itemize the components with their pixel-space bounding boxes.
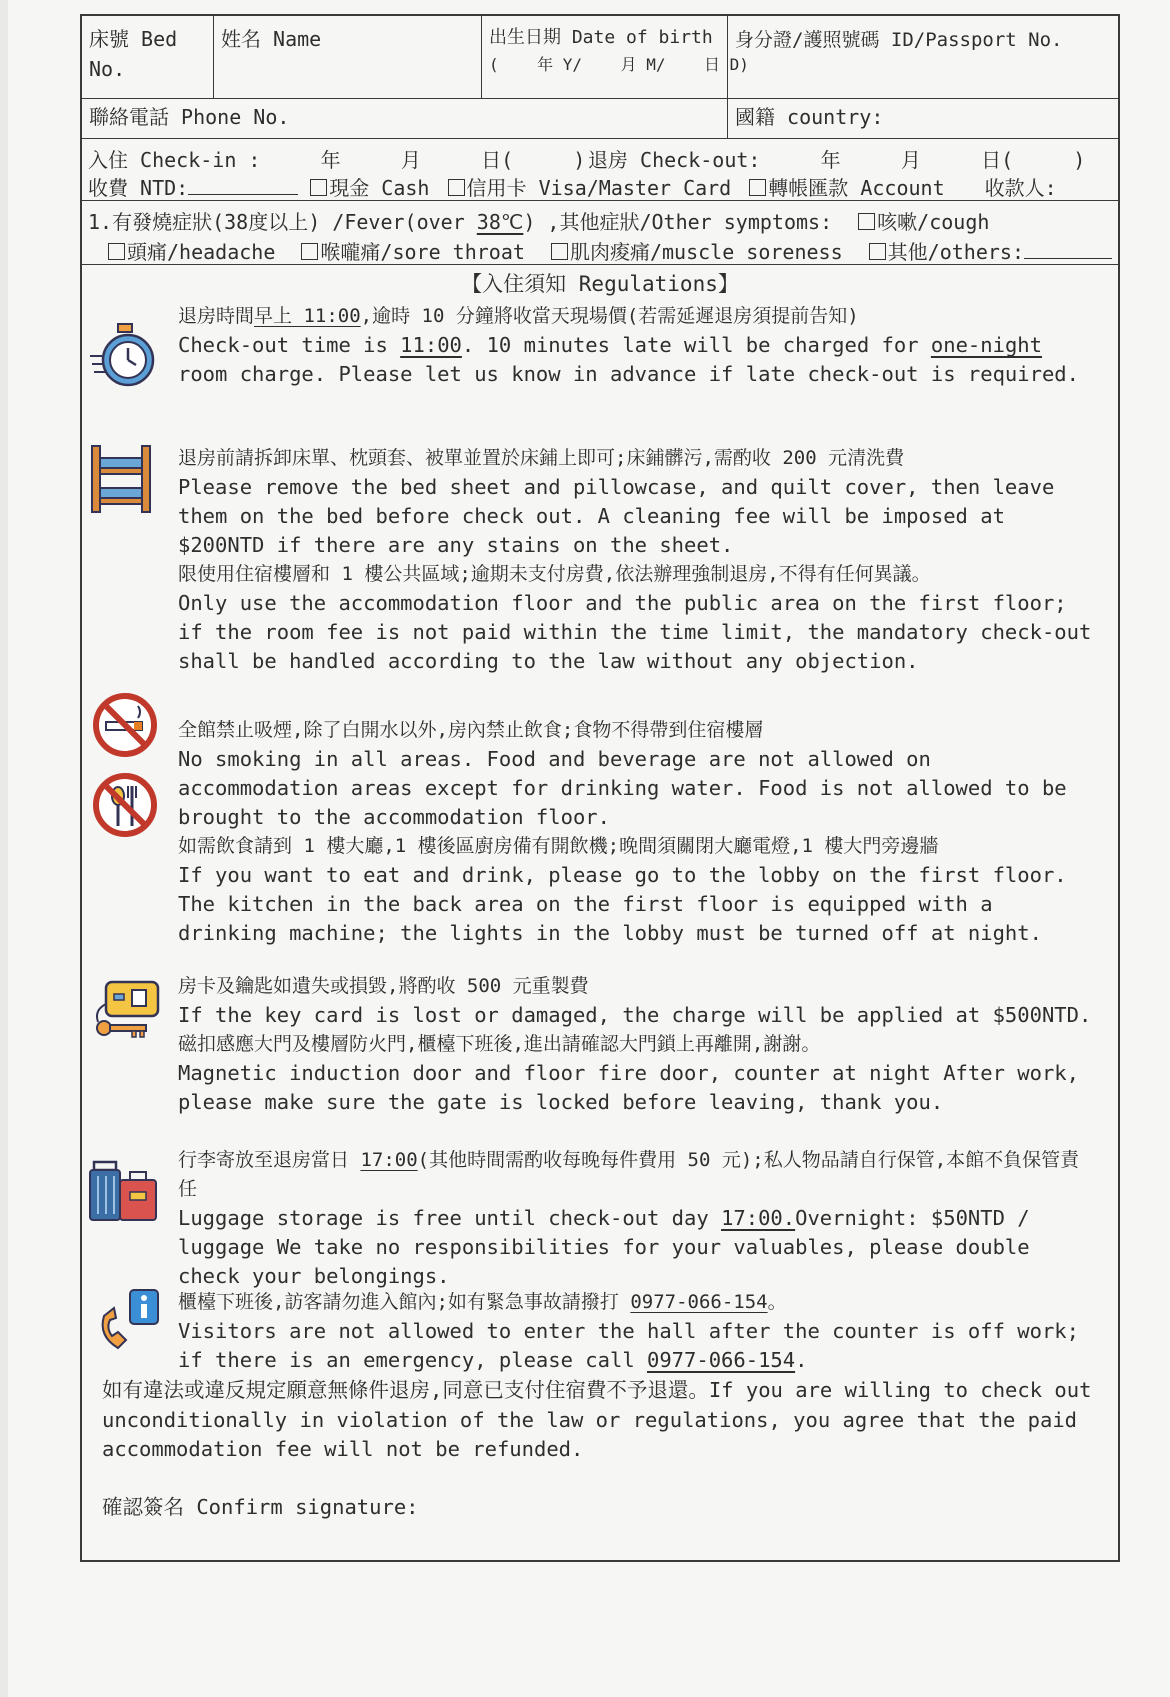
- section-emergency: [178, 1288, 1098, 1375]
- s2-zh2: 限使用住宿樓層和 1 樓公共區域;逾期未支付房費,依法辦理強制退房,不得有任何異議。: [178, 563, 931, 585]
- muscle-checkbox[interactable]: [551, 243, 568, 260]
- symptom-options-line: [108, 236, 1112, 265]
- registration-form: [80, 14, 1120, 1562]
- s4-zh1: 房卡及鑰匙如遺失或損毀,將酌收 500 元重製費: [178, 975, 589, 997]
- s2-en2: Only use the accommodation floor and the public area on the first floor; if the room fee is not paid within the time limit, the mandatory check-out shall be handled according to the law without any objection.: [178, 591, 1092, 673]
- header-row: [82, 16, 1118, 99]
- s6-en-a: Visitors are not allowed to enter the hall after the counter is off work; if there is an emergency, please call: [178, 1319, 1079, 1372]
- s2-zh1: 退房前請拆卸床單、枕頭套、被單並置於床鋪上即可;床鋪髒污,需酌收 200 元清洗費: [178, 447, 905, 469]
- s3-en1: No smoking in all areas. Food and beverage are not allowed on accommodation areas except for drinking water. Food is not allowed to be brought to the accommodation floor.: [178, 747, 1067, 829]
- s4-en1: If the key card is lost or damaged, the charge will be applied at $500NTD.: [178, 1003, 1092, 1027]
- key-card-icon: [92, 978, 162, 1044]
- section-key-card: [178, 972, 1098, 1117]
- stay-row: [82, 138, 1118, 201]
- contact-row: [82, 98, 1118, 139]
- s1-en-night: one-night: [930, 333, 1042, 357]
- s6-zh-phone: 0977-066-154: [630, 1291, 768, 1313]
- s6-en-b: .: [795, 1348, 808, 1372]
- stopwatch-icon: [88, 320, 160, 392]
- throat-label: 喉嚨痛/sore throat: [320, 240, 525, 264]
- dob-field[interactable]: [482, 16, 749, 98]
- s1-zh-time: 早上 11:00: [254, 305, 361, 327]
- s1-en-time: 11:00: [400, 333, 462, 357]
- signature-label[interactable]: 確認簽名 Confirm signature:: [102, 1494, 419, 1519]
- luggage-icon: [88, 1154, 160, 1226]
- s1-zh-pre: 退房時間: [178, 305, 255, 327]
- phone-field[interactable]: [82, 98, 728, 138]
- bunk-bed-icon: [88, 444, 154, 514]
- checkout-label[interactable]: 退房 Check-out: 年 月 日( ): [588, 148, 1086, 172]
- s1-en-a: Check-out time is: [178, 333, 401, 357]
- s1-en-b: . 10 minutes late will be charged for: [461, 333, 931, 357]
- country-label: 國籍 country:: [735, 105, 884, 129]
- s3-en2: If you want to eat and drink, please go to the lobby on the first floor. The kitchen in the back area on the first floor is equipped with a drinking machine; the lights in the lobby must be turned off at night.: [178, 863, 1067, 945]
- payment-line: [88, 172, 1057, 201]
- checkin-label[interactable]: 入住 Check-in : 年 月 日( ): [88, 148, 586, 172]
- s3-zh2: 如需飲食請到 1 樓大廳,1 樓後區廚房備有開飲機;晚間須關閉大廳電燈,1 樓大門旁邊牆: [178, 835, 939, 857]
- s3-zh1: 全館禁止吸煙,除了白開水以外,房內禁止飲食;食物不得帶到住宿樓層: [178, 719, 764, 741]
- s5-en-a: Luggage storage is free until check-out day: [178, 1206, 722, 1230]
- s4-zh2: 磁扣感應大門及樓層防火門,櫃檯下班後,進出請確認大門鎖上再離開,謝謝。: [178, 1033, 821, 1055]
- no-smoking-icon: [92, 692, 158, 758]
- id-field[interactable]: [728, 16, 1118, 98]
- bed-no-label: 床號 Bed No.: [89, 27, 178, 81]
- throat-checkbox[interactable]: [301, 243, 318, 260]
- muscle-label: 肌肉痠痛/muscle soreness: [569, 240, 843, 264]
- footer: [102, 1376, 1092, 1522]
- id-label: 身分證/護照號碼 ID/Passport No.: [735, 29, 1063, 51]
- s5-zh-post: (其他時間需酌收每晚每件費用 50 元);私人物品請自行保管,本館不負保管責任: [178, 1149, 1080, 1200]
- s2-en1: Please remove the bed sheet and pillowcase, and quilt cover, then leave them on the bed before check out. A cleaning fee will be imposed at $200NTD if there are any stains on the sheet.: [178, 475, 1055, 557]
- transfer-checkbox[interactable]: [749, 179, 766, 196]
- paper-sheet: [8, 0, 1170, 1697]
- country-field[interactable]: [728, 98, 1118, 138]
- headache-checkbox[interactable]: [108, 243, 125, 260]
- section-bedding: [178, 444, 1098, 676]
- fee-blank[interactable]: [188, 194, 298, 195]
- cash-checkbox[interactable]: [310, 179, 327, 196]
- s5-zh-pre: 行李寄放至退房當日: [178, 1149, 361, 1171]
- symptom-row: [82, 200, 1118, 265]
- s5-zh-time: 17:00: [360, 1149, 418, 1171]
- s5-en-b: Overnight: $50NTD / luggage We take no responsibilities for your valuables, please double check your belongings.: [178, 1206, 1030, 1288]
- other-symptoms-label: ) ,其他症狀/Other symptoms:: [523, 210, 833, 234]
- fever-temp: 38℃: [476, 210, 524, 234]
- s5-en-time: 17:00.: [721, 1206, 796, 1230]
- regulations-title: 【入住須知 Regulations】: [461, 272, 739, 296]
- s6-zh-post: 。: [767, 1291, 787, 1313]
- s6-en-phone: 0977-066-154: [647, 1348, 796, 1372]
- s1-en-c: room charge. Please let us know in advance if late check-out is required.: [178, 362, 1079, 386]
- dob-format: ( 年 Y/ 月 M/ 日 D): [489, 55, 749, 74]
- s4-en2: Magnetic induction door and floor fire door, counter at night After work, please make sure the gate is locked before leaving, thank you.: [178, 1061, 1079, 1114]
- name-field[interactable]: [214, 16, 482, 98]
- section-checkout-time: [178, 302, 1098, 389]
- cough-checkbox[interactable]: [858, 213, 875, 230]
- card-label: 信用卡 Visa/Master Card: [466, 176, 732, 200]
- section-luggage: [178, 1146, 1098, 1291]
- others-blank[interactable]: [1024, 258, 1112, 259]
- headache-label: 頭痛/headache: [127, 240, 276, 264]
- s1-zh-post: ,逾時 10 分鐘將收當天現場價(若需延遲退房須提前告知): [360, 305, 859, 327]
- no-food-icon: [92, 772, 158, 838]
- fee-label: 收費 NTD:: [88, 176, 189, 200]
- phone-label: 聯絡電話 Phone No.: [89, 105, 290, 129]
- phone-info-icon: [92, 1286, 164, 1358]
- name-label: 姓名 Name: [221, 27, 322, 51]
- cash-label: 現金 Cash: [329, 176, 430, 200]
- fever-label: 1.有發燒症狀(38度以上) /Fever(over: [88, 210, 477, 234]
- cough-label: 咳嗽/cough: [877, 210, 990, 234]
- others-checkbox[interactable]: [869, 243, 886, 260]
- others-label: 其他/others:: [887, 240, 1024, 264]
- bed-no-field[interactable]: [82, 16, 214, 98]
- refund-notice: 如有違法或違反規定願意無條件退房,同意已支付住宿費不予退還。If you are willing to check out unconditionally in violation of the law or regulations, you agree that the paid accommodation fee will not be refunded.: [102, 1378, 1092, 1461]
- dob-label: 出生日期 Date of birth: [489, 27, 713, 48]
- fever-line: [88, 206, 989, 235]
- payee-label: 收款人:: [984, 176, 1057, 200]
- section-smoking-food: [178, 716, 1098, 948]
- card-checkbox[interactable]: [448, 179, 465, 196]
- transfer-label: 轉帳匯款 Account: [768, 176, 945, 200]
- s6-zh-pre: 櫃檯下班後,訪客請勿進入館內;如有緊急事故請撥打: [178, 1291, 631, 1313]
